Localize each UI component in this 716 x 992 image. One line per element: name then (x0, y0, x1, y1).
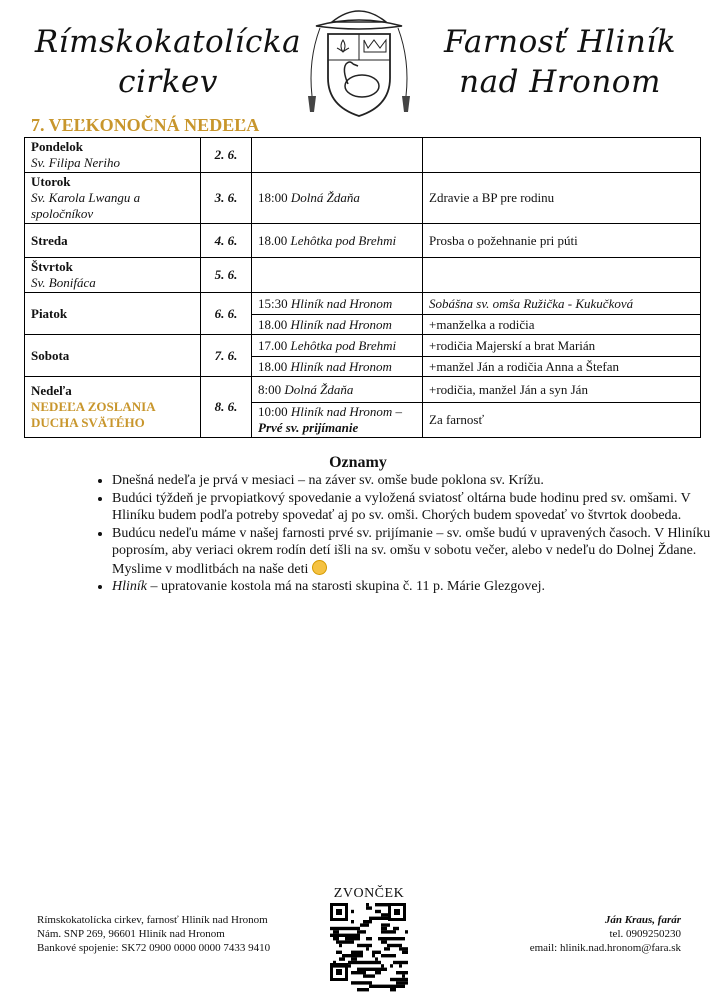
header-left-line2: cirkev (118, 64, 218, 100)
mass-intention: +rodičia Majerskí a brat Marián (423, 335, 701, 357)
schedule-row (25, 173, 701, 224)
day-name: Streda (31, 232, 68, 248)
mass-time-place (252, 403, 423, 438)
coat-of-arms-icon (298, 0, 420, 120)
mass-time: 8:00 (258, 381, 282, 397)
mass-time-place (252, 173, 423, 224)
date-cell: 8. 6. (201, 377, 252, 438)
date-cell: 5. 6. (201, 258, 252, 293)
day-name: Utorok (31, 174, 71, 189)
announcements-list (88, 472, 712, 596)
week-title: 7. VEĽKONOČNÁ NEDEĽA (31, 115, 260, 135)
announcement-item: • Budúcu nedeľu máme v našej farnosti prvé sv. prijímanie – sv. omše budú v upravených časoch. V Hliníku poprosím, aby veriaci okrem rodín detí išli na sv. omšu v sobotu večer, alebo v nedeľu do Dolnej Ždane. Myslime v modlitbách na naše deti (112, 525, 712, 579)
mass-place: Hliník nad Hronom – (290, 404, 402, 419)
announcement-item: • Dnešná nedeľa je prvá v mesiaci – na záver sv. omše bude poklona sv. Krížu. (112, 472, 712, 490)
mass-intention: Sobášna sv. omša Ružička - Kukučková (423, 293, 701, 315)
day-cell (25, 224, 201, 258)
mass-intention (423, 258, 701, 293)
mass-intention: Prosba o požehnanie pri púti (423, 224, 701, 258)
day-name: Pondelok (31, 139, 84, 154)
day-name: Nedeľa (31, 383, 72, 398)
mass-place: Lehôtka pod Brehmi (290, 232, 397, 248)
mass-place: Hliník nad Hronom (290, 316, 392, 332)
mass-place: Dolná Ždaňa (284, 381, 354, 397)
schedule-row (25, 258, 701, 293)
saint-name: Sv. Filipa Neriho (31, 155, 120, 170)
date-cell: 7. 6. (201, 335, 252, 377)
mass-time: 15:30 (258, 295, 288, 311)
header-left-title (28, 22, 308, 102)
mass-intention: +manželka a rodičia (423, 315, 701, 335)
mass-intention: Zdravie a BP pre rodinu (423, 173, 701, 224)
header-left-line1: Rímskokatolícka (34, 24, 302, 60)
date-cell: 6. 6. (201, 293, 252, 335)
mass-time-place (252, 377, 423, 403)
mass-place: Lehôtka pod Brehmi (290, 337, 397, 353)
day-name: Piatok (31, 305, 68, 321)
date-cell: 3. 6. (201, 173, 252, 224)
mass-time-place (252, 293, 423, 315)
footer-contact: Ján Kraus, farár tel. 0909250230 email: hlinik.nad.hronom@fara.sk (529, 914, 681, 954)
header-right-title (420, 22, 700, 102)
schedule-row (25, 293, 701, 315)
mass-intention: +rodičia, manžel Ján a syn Ján (423, 377, 701, 403)
saint-name: Sv. Bonifáca (31, 275, 96, 290)
email-link[interactable]: email: hlinik.nad.hronom@fara.sk (529, 942, 681, 954)
day-cell (25, 293, 201, 335)
mass-time: 18:00 (258, 190, 288, 205)
date-cell: 4. 6. (201, 224, 252, 258)
header-right-line2: nad Hronom (459, 64, 661, 100)
mass-intention: +manžel Ján a rodičia Anna a Štefan (423, 357, 701, 377)
date-cell: 2. 6. (201, 138, 252, 173)
mass-note: Prvé sv. prijímanie (258, 420, 359, 435)
day-cell (25, 258, 201, 293)
mass-time-place (252, 138, 423, 173)
day-name: Sobota (31, 347, 70, 363)
mass-place: Dolná Ždaňa (290, 190, 360, 205)
saint-name: Sv. Karola Lwangu a spoločníkov (31, 190, 141, 221)
announcement-item: • Budúci týždeň je prvopiatkový spovedanie a vyložená sviatosť oltárna bude hodinu pred sv. omšami. V Hliníku budem podľa potreby spovedať aj po sv. omši. Chorých budem spovedať vo štvrtok doobeda. (112, 490, 712, 525)
mass-place: Hliník nad Hronom (290, 358, 392, 374)
mass-time: 18.00 (258, 316, 288, 332)
schedule-row (25, 335, 701, 357)
schedule-row (25, 138, 701, 173)
announcement-item: • Hliník – upratovanie kostola má na starosti skupina č. 11 p. Márie Glezgovej. (112, 578, 712, 596)
day-cell (25, 335, 201, 377)
mass-time: 18.00 (258, 232, 288, 248)
qr-code-icon (328, 901, 408, 992)
mass-intention: Za farnosť (423, 403, 701, 438)
mass-time-place (252, 357, 423, 377)
qr-label: ZVONČEK (333, 886, 405, 901)
mass-time-place (252, 224, 423, 258)
feast-name: NEDEĽA ZOSLANIA DUCHA SVÄTÉHO (31, 399, 155, 430)
day-cell (25, 173, 201, 224)
mass-intention (423, 138, 701, 173)
mass-time: 18.00 (258, 358, 288, 374)
mass-time-place (252, 315, 423, 335)
day-cell (25, 138, 201, 173)
smiling-face-icon (312, 560, 327, 575)
mass-time-place (252, 258, 423, 293)
mass-time: 17.00 (258, 337, 288, 353)
mass-schedule-table (24, 137, 701, 438)
day-cell (25, 377, 201, 438)
mass-place: Hliník nad Hronom (290, 295, 393, 311)
footer-parish-info: Rímskokatolícka cirkev, farnosť Hliník nad Hronom Nám. SNP 269, 96601 Hliník nad Hronom Bankové spojenie: SK72 0900 0000 0000 7433 9410 (37, 914, 271, 954)
day-name: Štvrtok (31, 259, 73, 274)
announcements-title: Oznamy (329, 454, 387, 471)
mass-time-place (252, 335, 423, 357)
header-right-line1: Farnosť Hliník (443, 24, 677, 60)
mass-time: 10:00 (258, 404, 288, 419)
header (0, 0, 716, 120)
schedule-row (25, 224, 701, 258)
schedule-row (25, 377, 701, 403)
